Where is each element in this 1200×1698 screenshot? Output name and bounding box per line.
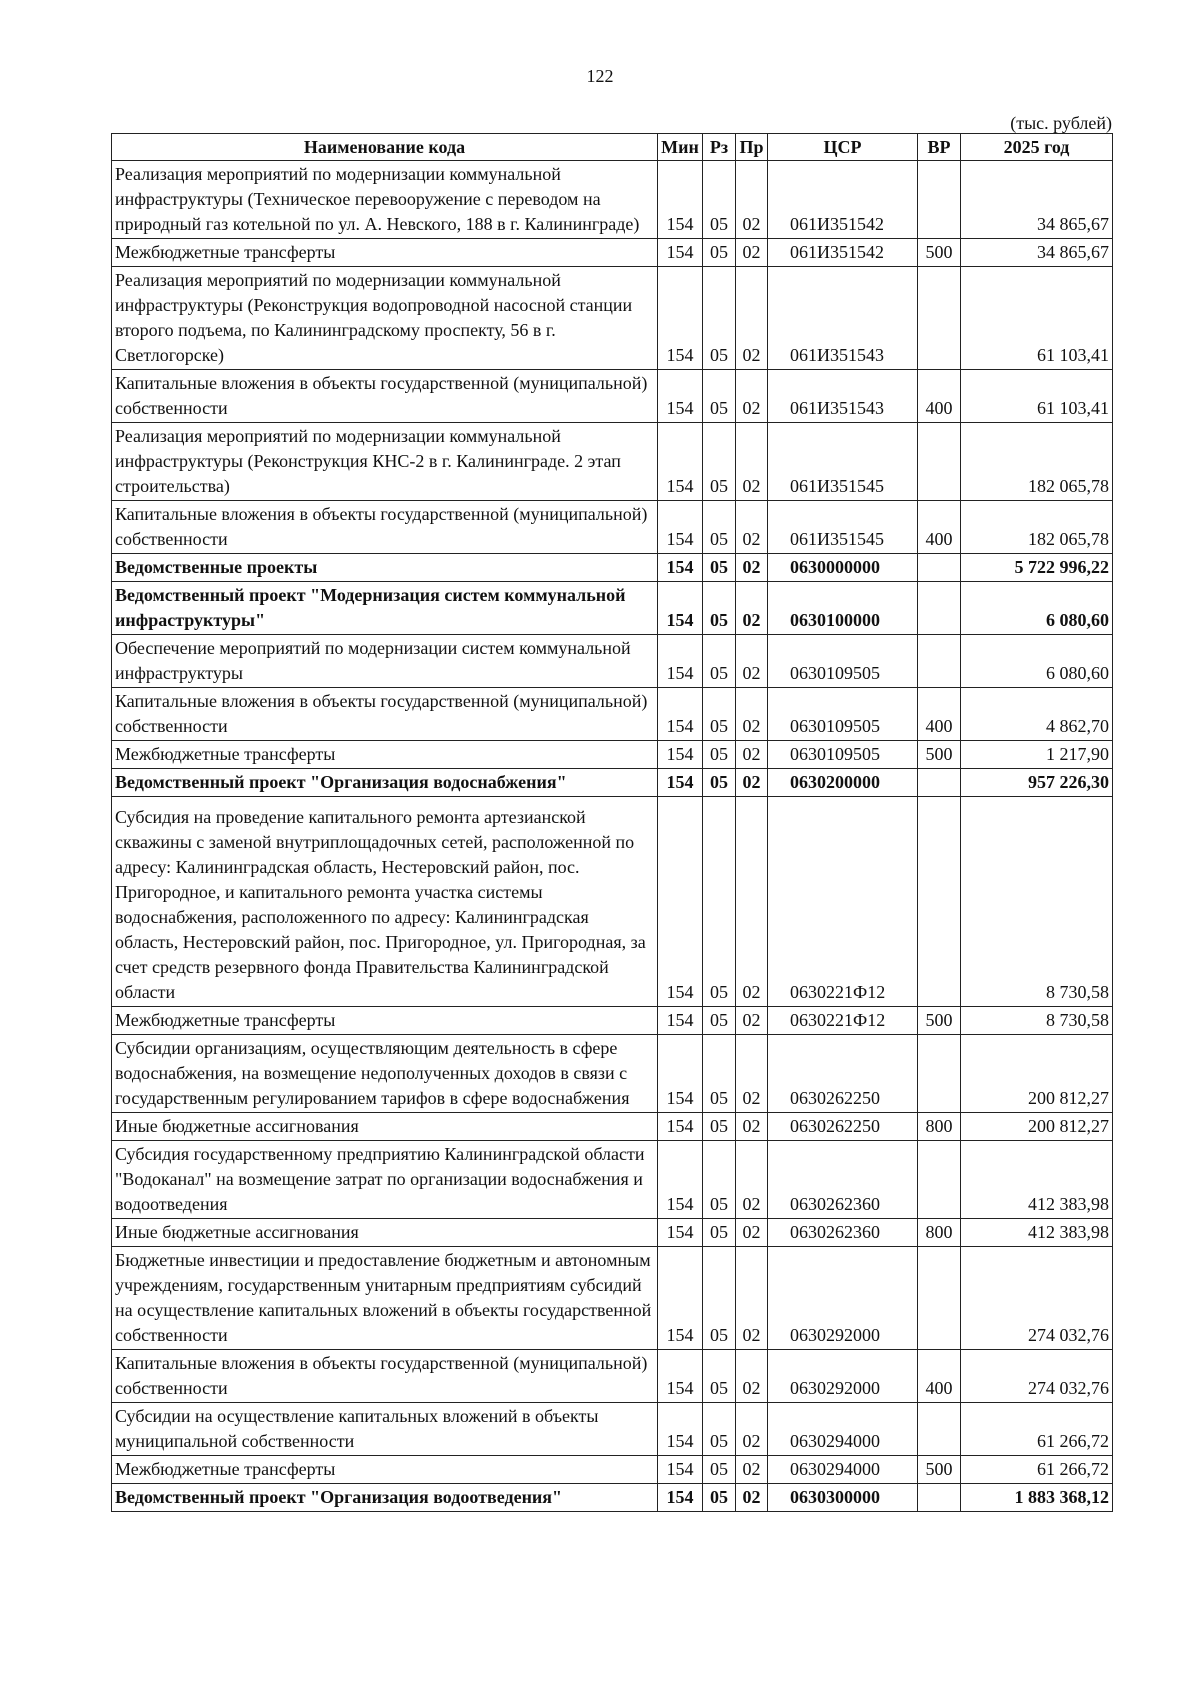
cell-min: 154: [658, 1350, 703, 1403]
cell-sum: 34 865,67: [961, 161, 1113, 239]
cell-pr: 02: [736, 797, 768, 1007]
cell-vr: 800: [918, 1219, 961, 1247]
cell-rz: 05: [703, 1035, 736, 1113]
cell-csr: 0630221Ф12: [768, 797, 918, 1007]
cell-pr: 02: [736, 554, 768, 582]
cell-sum: 6 080,60: [961, 635, 1113, 688]
cell-rz: 05: [703, 423, 736, 501]
cell-sum: 1 883 368,12: [961, 1484, 1113, 1512]
cell-name: Иные бюджетные ассигнования: [112, 1219, 658, 1247]
cell-name: Ведомственный проект "Организация водоснабжения": [112, 769, 658, 797]
cell-rz: 05: [703, 582, 736, 635]
cell-name: Межбюджетные трансферты: [112, 741, 658, 769]
cell-name: Межбюджетные трансферты: [112, 239, 658, 267]
cell-csr: 0630262360: [768, 1219, 918, 1247]
cell-vr: [918, 1484, 961, 1512]
cell-rz: 05: [703, 554, 736, 582]
cell-rz: 05: [703, 1113, 736, 1141]
header-vr: ВР: [918, 134, 961, 161]
cell-csr: 0630109505: [768, 635, 918, 688]
table-row: [112, 1350, 1113, 1403]
cell-name: Иные бюджетные ассигнования: [112, 1113, 658, 1141]
cell-rz: 05: [703, 239, 736, 267]
cell-sum: 274 032,76: [961, 1350, 1113, 1403]
table-row-subtotal: [112, 769, 1113, 797]
cell-sum: 412 383,98: [961, 1141, 1113, 1219]
table-header-row: [112, 134, 1113, 161]
cell-sum: 8 730,58: [961, 1007, 1113, 1035]
cell-csr: 0630109505: [768, 688, 918, 741]
cell-rz: 05: [703, 635, 736, 688]
cell-name: Межбюджетные трансферты: [112, 1456, 658, 1484]
table-row: [112, 1403, 1113, 1456]
cell-csr: 0630109505: [768, 741, 918, 769]
cell-rz: 05: [703, 1484, 736, 1512]
cell-vr: 400: [918, 370, 961, 423]
cell-pr: 02: [736, 1484, 768, 1512]
table-row: [112, 1247, 1113, 1350]
cell-pr: 02: [736, 1219, 768, 1247]
cell-min: 154: [658, 1113, 703, 1141]
cell-csr: 061И351543: [768, 370, 918, 423]
cell-rz: 05: [703, 1007, 736, 1035]
cell-name: Капитальные вложения в объекты государственной (муниципальной) собственности: [112, 688, 658, 741]
cell-sum: 1 217,90: [961, 741, 1113, 769]
cell-vr: [918, 423, 961, 501]
table-row: [112, 239, 1113, 267]
table-row-subtotal: [112, 1484, 1113, 1512]
cell-name: Капитальные вложения в объекты государственной (муниципальной) собственности: [112, 370, 658, 423]
cell-name: Межбюджетные трансферты: [112, 1007, 658, 1035]
cell-pr: 02: [736, 423, 768, 501]
cell-min: 154: [658, 582, 703, 635]
cell-sum: 61 266,72: [961, 1456, 1113, 1484]
cell-pr: 02: [736, 239, 768, 267]
cell-sum: 200 812,27: [961, 1113, 1113, 1141]
cell-rz: 05: [703, 1247, 736, 1350]
cell-sum: 182 065,78: [961, 501, 1113, 554]
cell-csr: 061И351543: [768, 267, 918, 370]
cell-name: Реализация мероприятий по модернизации коммунальной инфраструктуры (Реконструкция КНС-2 в г. Калининграде. 2 этап строительства): [112, 423, 658, 501]
header-csr: ЦСР: [768, 134, 918, 161]
table-row: [112, 267, 1113, 370]
table-row: [112, 423, 1113, 501]
cell-sum: 8 730,58: [961, 797, 1113, 1007]
cell-min: 154: [658, 1247, 703, 1350]
cell-name: Ведомственный проект "Организация водоотведения": [112, 1484, 658, 1512]
cell-min: 154: [658, 239, 703, 267]
cell-min: 154: [658, 1035, 703, 1113]
cell-pr: 02: [736, 1247, 768, 1350]
cell-sum: 6 080,60: [961, 582, 1113, 635]
cell-rz: 05: [703, 1141, 736, 1219]
cell-rz: 05: [703, 370, 736, 423]
table-row: [112, 501, 1113, 554]
cell-vr: [918, 1247, 961, 1350]
header-name: Наименование кода: [112, 134, 658, 161]
cell-name: Ведомственный проект "Модернизация систем коммунальной инфраструктуры": [112, 582, 658, 635]
cell-vr: [918, 769, 961, 797]
cell-pr: 02: [736, 688, 768, 741]
cell-pr: 02: [736, 582, 768, 635]
cell-rz: 05: [703, 1350, 736, 1403]
cell-sum: 200 812,27: [961, 1035, 1113, 1113]
cell-min: 154: [658, 1007, 703, 1035]
cell-csr: 0630292000: [768, 1350, 918, 1403]
table-row: [112, 1141, 1113, 1219]
cell-pr: 02: [736, 769, 768, 797]
cell-min: 154: [658, 1456, 703, 1484]
table-row: [112, 741, 1113, 769]
cell-pr: 02: [736, 1141, 768, 1219]
cell-rz: 05: [703, 501, 736, 554]
table-row: [112, 797, 1113, 1007]
cell-pr: 02: [736, 1456, 768, 1484]
cell-csr: 0630262250: [768, 1035, 918, 1113]
cell-vr: 500: [918, 1007, 961, 1035]
cell-sum: 61 103,41: [961, 267, 1113, 370]
cell-name: Реализация мероприятий по модернизации коммунальной инфраструктуры (Реконструкция водопроводной насосной станции второго подъема, по Калининградскому проспекту, 56 в г. Светлогорске): [112, 267, 658, 370]
cell-name: Субсидия государственному предприятию Калининградской области "Водоканал" на возмещение затрат по организации водоснабжения и водоотведения: [112, 1141, 658, 1219]
cell-rz: 05: [703, 1403, 736, 1456]
page-number: 122: [586, 66, 614, 86]
cell-rz: 05: [703, 1456, 736, 1484]
cell-min: 154: [658, 1219, 703, 1247]
cell-pr: 02: [736, 1113, 768, 1141]
cell-name: Бюджетные инвестиции и предоставление бюджетным и автономным учреждениям, государственным унитарным предприятиям субсидий на осуществление капитальных вложений в объекты государственной собственности: [112, 1247, 658, 1350]
cell-vr: [918, 582, 961, 635]
cell-sum: 274 032,76: [961, 1247, 1113, 1350]
cell-csr: 0630300000: [768, 1484, 918, 1512]
cell-vr: [918, 1403, 961, 1456]
cell-rz: 05: [703, 688, 736, 741]
table-row: [112, 1035, 1113, 1113]
cell-csr: 0630200000: [768, 769, 918, 797]
cell-sum: 182 065,78: [961, 423, 1113, 501]
table-row: [112, 635, 1113, 688]
cell-vr: [918, 267, 961, 370]
header-rz: Рз: [703, 134, 736, 161]
cell-rz: 05: [703, 161, 736, 239]
cell-csr: 061И351545: [768, 423, 918, 501]
cell-pr: 02: [736, 161, 768, 239]
cell-min: 154: [658, 741, 703, 769]
cell-vr: 800: [918, 1113, 961, 1141]
cell-min: 154: [658, 797, 703, 1007]
cell-min: 154: [658, 554, 703, 582]
table-row: [112, 161, 1113, 239]
cell-min: 154: [658, 1141, 703, 1219]
cell-rz: 05: [703, 769, 736, 797]
cell-min: 154: [658, 423, 703, 501]
cell-csr: 0630294000: [768, 1456, 918, 1484]
cell-name: Субсидии на осуществление капитальных вложений в объекты муниципальной собственности: [112, 1403, 658, 1456]
cell-min: 154: [658, 688, 703, 741]
cell-name: Обеспечение мероприятий по модернизации систем коммунальной инфраструктуры: [112, 635, 658, 688]
header-pr: Пр: [736, 134, 768, 161]
cell-vr: 500: [918, 741, 961, 769]
cell-pr: 02: [736, 741, 768, 769]
cell-csr: 0630294000: [768, 1403, 918, 1456]
table-row: [112, 1113, 1113, 1141]
table-row: [112, 1007, 1113, 1035]
cell-sum: 5 722 996,22: [961, 554, 1113, 582]
cell-csr: 0630100000: [768, 582, 918, 635]
cell-min: 154: [658, 769, 703, 797]
cell-pr: 02: [736, 1007, 768, 1035]
cell-csr: 0630262360: [768, 1141, 918, 1219]
cell-vr: [918, 797, 961, 1007]
cell-vr: 500: [918, 1456, 961, 1484]
cell-rz: 05: [703, 797, 736, 1007]
cell-name: Капитальные вложения в объекты государственной (муниципальной) собственности: [112, 1350, 658, 1403]
cell-min: 154: [658, 161, 703, 239]
header-min: Мин: [658, 134, 703, 161]
budget-table: [111, 133, 1113, 1512]
cell-sum: 34 865,67: [961, 239, 1113, 267]
cell-pr: 02: [736, 635, 768, 688]
cell-min: 154: [658, 1484, 703, 1512]
table-row-subtotal: [112, 582, 1113, 635]
cell-name: Капитальные вложения в объекты государственной (муниципальной) собственности: [112, 501, 658, 554]
cell-min: 154: [658, 635, 703, 688]
cell-vr: [918, 1141, 961, 1219]
header-year: 2025 год: [961, 134, 1113, 161]
cell-pr: 02: [736, 267, 768, 370]
cell-vr: [918, 161, 961, 239]
cell-csr: 0630000000: [768, 554, 918, 582]
cell-vr: 400: [918, 688, 961, 741]
table-row: [112, 1456, 1113, 1484]
cell-name: Ведомственные проекты: [112, 554, 658, 582]
cell-name: Реализация мероприятий по модернизации коммунальной инфраструктуры (Техническое перевооружение с переводом на природный газ котельной по ул. А. Невского, 188 в г. Калининграде): [112, 161, 658, 239]
cell-min: 154: [658, 501, 703, 554]
cell-vr: 400: [918, 1350, 961, 1403]
cell-vr: [918, 635, 961, 688]
cell-pr: 02: [736, 370, 768, 423]
table-row: [112, 688, 1113, 741]
cell-min: 154: [658, 370, 703, 423]
cell-min: 154: [658, 267, 703, 370]
cell-rz: 05: [703, 741, 736, 769]
cell-csr: 061И351545: [768, 501, 918, 554]
cell-pr: 02: [736, 501, 768, 554]
cell-name: Субсидии организациям, осуществляющим деятельность в сфере водоснабжения, на возмещение недополученных доходов в связи с государственным регулированием тарифов в сфере водоснабжения: [112, 1035, 658, 1113]
cell-name: Субсидия на проведение капитального ремонта артезианской скважины с заменой внутриплощадочных сетей, расположенной по адресу: Калининградская область, Нестеровский район, пос. Пригородное, и капитального ремонта участка системы водоснабжения, расположенного по адресу: Калининградская область, Нестеровский район, пос. Пригородное, ул. Пригородная, за счет средств резервного фонда Правительства Калининградской области: [112, 797, 658, 1007]
cell-csr: 061И351542: [768, 161, 918, 239]
cell-csr: 061И351542: [768, 239, 918, 267]
cell-sum: 957 226,30: [961, 769, 1113, 797]
cell-csr: 0630262250: [768, 1113, 918, 1141]
cell-min: 154: [658, 1403, 703, 1456]
cell-csr: 0630292000: [768, 1247, 918, 1350]
cell-vr: 500: [918, 239, 961, 267]
cell-sum: 61 266,72: [961, 1403, 1113, 1456]
table-row: [112, 370, 1113, 423]
cell-rz: 05: [703, 267, 736, 370]
cell-sum: 412 383,98: [961, 1219, 1113, 1247]
table-body: [112, 161, 1113, 1512]
cell-csr: 0630221Ф12: [768, 1007, 918, 1035]
cell-vr: [918, 1035, 961, 1113]
cell-vr: 400: [918, 501, 961, 554]
unit-note: (тыс. рублей): [1010, 113, 1112, 133]
cell-vr: [918, 554, 961, 582]
cell-sum: 61 103,41: [961, 370, 1113, 423]
cell-pr: 02: [736, 1350, 768, 1403]
cell-sum: 4 862,70: [961, 688, 1113, 741]
table-row: [112, 1219, 1113, 1247]
cell-pr: 02: [736, 1403, 768, 1456]
cell-rz: 05: [703, 1219, 736, 1247]
table-row-subtotal: [112, 554, 1113, 582]
cell-pr: 02: [736, 1035, 768, 1113]
